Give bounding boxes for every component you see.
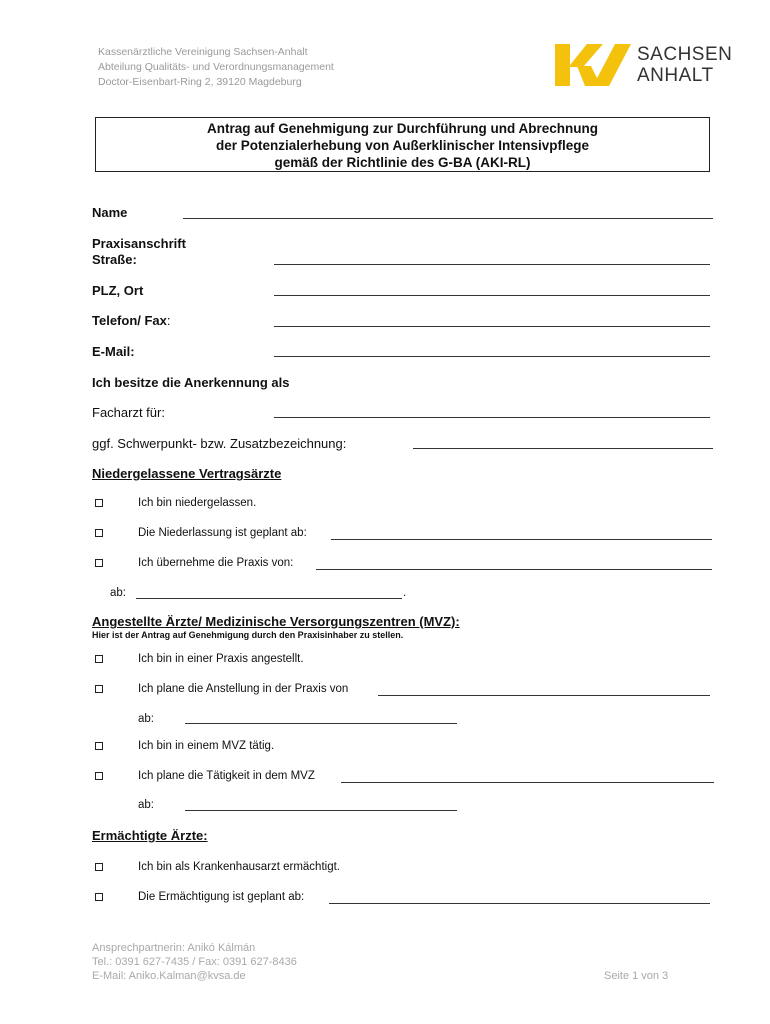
option-niederlassung-geplant: Die Niederlassung ist geplant ab: — [138, 527, 307, 539]
footer-email: E-Mail: Aniko.Kalman@kvsa.de — [92, 970, 246, 982]
option-niedergelassen: Ich bin niedergelassen. — [138, 497, 257, 509]
checkbox-anstellung-geplant[interactable] — [95, 685, 103, 693]
option-anstellung-geplant: Ich plane die Anstellung in der Praxis von — [138, 683, 349, 695]
mvz-ab-label: ab: — [138, 799, 154, 811]
niederlassung-date-field[interactable] — [331, 539, 712, 540]
strasse-label: Straße: — [92, 252, 137, 267]
section-ermaechtigt-heading: Ermächtigte Ärzte: — [92, 828, 208, 843]
option-krankenhausarzt: Ich bin als Krankenhausarzt ermächtigt. — [138, 861, 340, 873]
uebernahme-ab-field[interactable] — [136, 598, 402, 599]
checkbox-mvz-taetig[interactable] — [95, 742, 103, 750]
checkbox-ermaechtigung-geplant[interactable] — [95, 893, 103, 901]
anstellung-ab-field[interactable] — [185, 723, 457, 724]
logo-text-line1: SACHSEN — [637, 44, 733, 65]
option-praxis-uebernahme: Ich übernehme die Praxis von: — [138, 557, 294, 569]
section-niedergelassen-heading: Niedergelassene Vertragsärzte — [92, 466, 282, 481]
section-angestellt-note: Hier ist der Antrag auf Genehmigung durch den Praxisinhaber zu stellen. — [92, 630, 404, 640]
telefon-fax-label-text: Telefon/ Fax — [92, 313, 167, 328]
logo-text — [637, 44, 732, 86]
kvsa-logo-mark — [555, 42, 633, 88]
anstellung-ab-label: ab: — [138, 713, 154, 725]
recognition-heading: Ich besitze die Anerkennung als — [92, 375, 290, 390]
checkbox-niederlassung-geplant[interactable] — [95, 529, 103, 537]
kvsa-logo — [555, 42, 733, 88]
option-ermaechtigung-geplant: Die Ermächtigung ist geplant ab: — [138, 891, 305, 903]
checkbox-mvz-geplant[interactable] — [95, 772, 103, 780]
name-label: Name — [92, 205, 128, 220]
checkbox-praxis-angestellt[interactable] — [95, 655, 103, 663]
telefon-fax-label — [92, 313, 171, 328]
uebernahme-ab-label: ab: — [110, 587, 126, 599]
footer-contact-person: Ansprechpartnerin: Anikó Kálmán — [92, 942, 256, 954]
praxisanschrift-label: Praxisanschrift — [92, 236, 186, 251]
checkbox-krankenhausarzt[interactable] — [95, 863, 103, 871]
page-number: Seite 1 von 3 — [604, 970, 669, 982]
schwerpunkt-label: ggf. Schwerpunkt- bzw. Zusatzbezeichnung: — [92, 436, 347, 451]
title-line2: der Potenzialerhebung von Außerklinischer Intensivpflege — [215, 138, 590, 153]
strasse-field[interactable] — [274, 264, 710, 265]
title-line3: gemäß der Richtlinie des G-BA (AKI-RL) — [274, 155, 531, 170]
plz-ort-label: PLZ, Ort — [92, 283, 144, 298]
org-name: Kassenärztliche Vereinigung Sachsen-Anhalt — [98, 46, 308, 58]
mvz-ab-field[interactable] — [185, 810, 457, 811]
praxis-uebernahme-field[interactable] — [316, 569, 712, 570]
option-praxis-angestellt: Ich bin in einer Praxis angestellt. — [138, 653, 304, 665]
form-title — [95, 117, 710, 172]
section-angestellt-heading: Angestellte Ärzte/ Medizinische Versorgungszentren (MVZ): — [92, 614, 460, 629]
plz-ort-field[interactable] — [274, 295, 710, 296]
org-header — [98, 45, 334, 90]
schwerpunkt-field[interactable] — [413, 448, 713, 449]
name-field[interactable] — [183, 218, 713, 219]
mvz-name-field[interactable] — [341, 782, 714, 783]
title-line1: Antrag auf Genehmigung zur Durchführung und Abrechnung — [207, 121, 598, 136]
facharzt-field[interactable] — [274, 417, 710, 418]
anstellung-praxis-field[interactable] — [378, 695, 710, 696]
footer-contact — [92, 941, 297, 983]
option-mvz-geplant: Ich plane die Tätigkeit in dem MVZ — [138, 770, 315, 782]
uebernahme-ab-period: . — [403, 587, 407, 599]
org-department: Abteilung Qualitäts- und Verordnungsmanagement — [98, 61, 334, 73]
ermaechtigung-date-field[interactable] — [329, 903, 710, 904]
email-label: E-Mail: — [92, 344, 135, 359]
footer-phone-fax: Tel.: 0391 627-7435 / Fax: 0391 627-8436 — [92, 956, 297, 968]
checkbox-praxis-uebernahme[interactable] — [95, 559, 103, 567]
email-field[interactable] — [274, 356, 710, 357]
logo-text-line2: ANHALT — [637, 65, 714, 86]
checkbox-niedergelassen[interactable] — [95, 499, 103, 507]
telefon-fax-colon: : — [166, 313, 171, 328]
telefon-fax-field[interactable] — [274, 326, 710, 327]
org-address: Doctor-Eisenbart-Ring 2, 39120 Magdeburg — [98, 76, 302, 88]
option-mvz-taetig: Ich bin in einem MVZ tätig. — [138, 740, 275, 752]
facharzt-label: Facharzt für: — [92, 405, 165, 420]
